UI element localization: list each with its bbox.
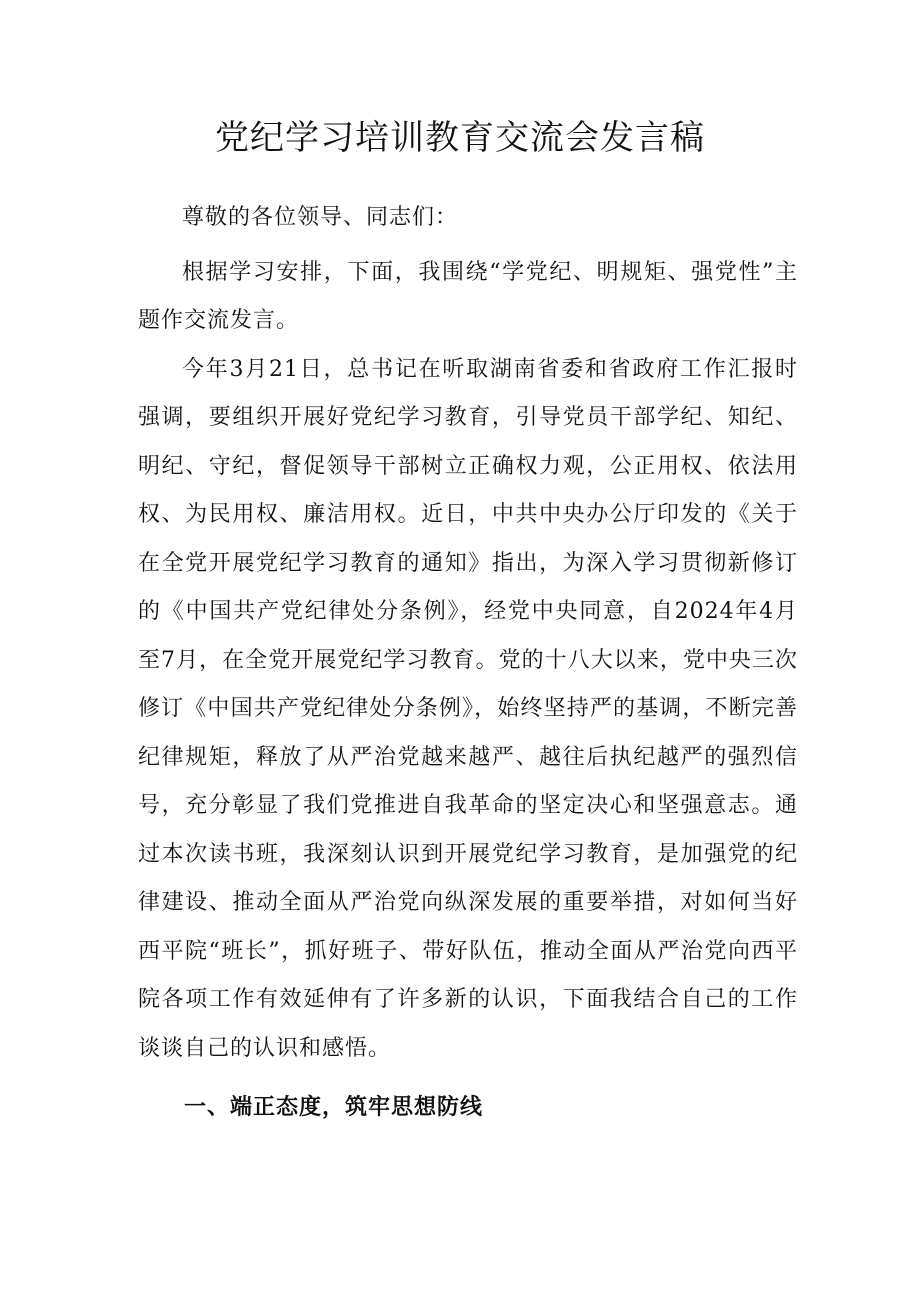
paragraph-main: 今年3月21日，总书记在听取湖南省委和省政府工作汇报时强调，要组织开展好党纪学习教育，引导党员干部学纪、知纪、明纪、守纪，督促领导干部树立正确权力观，公正用权、依法用权、为民用权、廉洁用权。近日，中共中央办公厅印发的《关于在全党开展党纪学习教育的通知》指出，为深入学习贯彻新修订的《中国共产党纪律处分条例》，经党中央同意，自2024年4月至7月，在全党开展党纪学习教育。党的十八大以来，党中央三次修订《中国共产党纪律处分条例》，始终坚持严的基调，不断完善纪律规矩，释放了从严治党越来越严、越往后执纪越严的强烈信号，充分彰显了我们党推进自我革命的坚定决心和坚强意志。通过本次读书班，我深刻认识到开展党纪学习教育，是加强党的纪律建设、推动全面从严治党向纵深发展的重要举措，对如何当好西平院“班长”，抓好班子、带好队伍，推动全面从严治党向西平院各项工作有效延伸有了许多新的认识，下面我结合自己的工作谈谈自己的认识和感悟。 — [138, 356, 798, 1061]
section-heading-1: 一、端正态度，筑牢思想防线 — [184, 1094, 484, 1120]
document-body — [138, 194, 798, 1073]
document-title: 党纪学习培训教育交流会发言稿 — [215, 118, 705, 158]
greeting-line: 尊敬的各位领导、同志们： — [182, 205, 459, 230]
paragraph-intro: 根据学习安排，下面，我围绕“学党纪、明规矩、强党性”主题作交流发言。 — [138, 259, 798, 333]
